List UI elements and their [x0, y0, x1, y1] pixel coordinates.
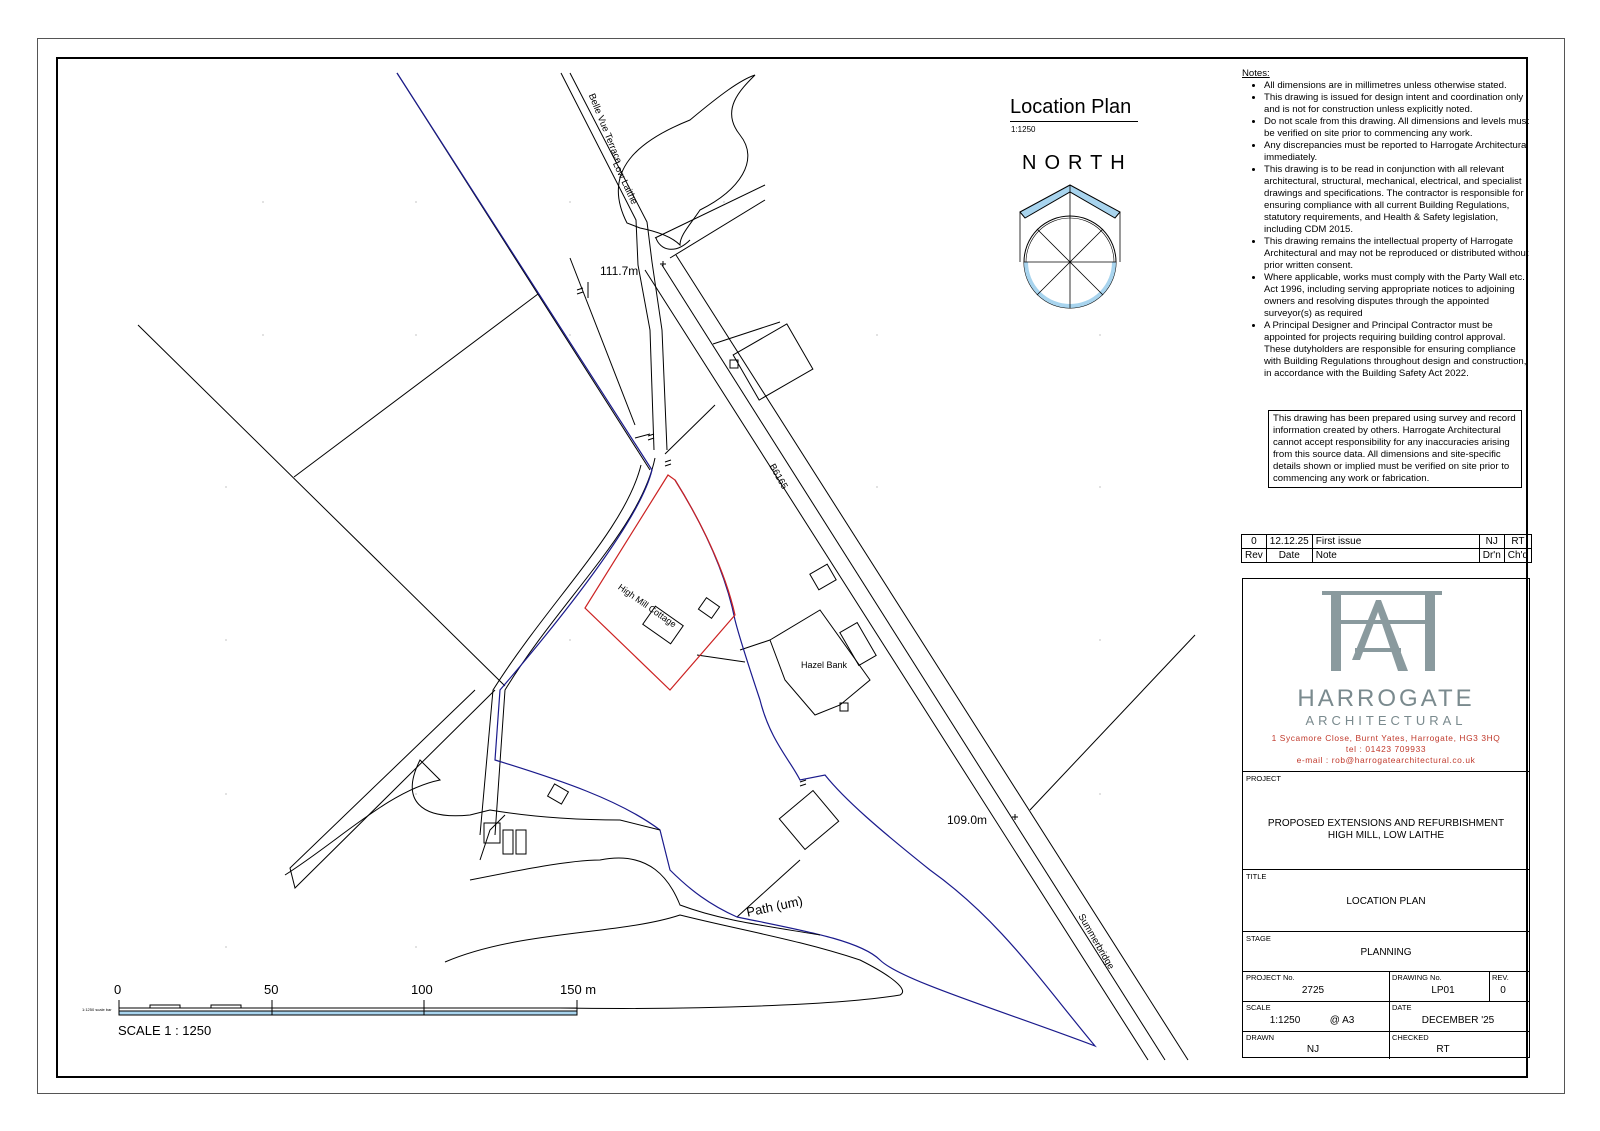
road-label-b6165: B6165	[766, 462, 790, 492]
field-wedge	[290, 690, 495, 888]
b6165-verge	[645, 270, 1148, 1060]
project-no-value: 2725	[1301, 985, 1325, 996]
field-boundary	[138, 325, 505, 686]
location-plan-title: Location Plan	[1010, 96, 1132, 118]
drawing-title: LOCATION PLAN	[1346, 896, 1426, 907]
date-header: Date	[1266, 549, 1312, 563]
scale-bar-tick-label: 50	[264, 982, 279, 997]
title-block-divider	[1243, 1031, 1529, 1032]
company-name: HARROGATE	[1297, 685, 1475, 712]
field-boundary	[1030, 635, 1195, 810]
title-block-divider	[1243, 1001, 1529, 1002]
note-header: Note	[1312, 549, 1479, 563]
field-boundary	[670, 200, 765, 258]
revision-table	[1241, 534, 1532, 563]
table-row	[1242, 535, 1532, 549]
title-block-divider	[1243, 931, 1529, 932]
company-email: e-mail : rob@harrogatearchitectural.co.uk	[1296, 755, 1476, 765]
date-value: DECEMBER '25	[1421, 1015, 1495, 1026]
building	[733, 324, 813, 400]
drawing-no-caption: DRAWING No.	[1392, 973, 1442, 982]
company-subtitle: ARCHITECTURAL	[1305, 713, 1467, 728]
stage-value: PLANNING	[1360, 947, 1412, 958]
outbuilding	[810, 564, 836, 590]
notes-list	[1242, 80, 1532, 380]
title-block	[1242, 578, 1530, 1058]
drawn-caption: DRAWN	[1246, 1033, 1275, 1042]
woodland-outline	[618, 75, 755, 245]
field-boundary	[713, 322, 780, 344]
scale-bar-tick-label: 100	[411, 982, 433, 997]
company-address: 1 Sycamore Close, Burnt Yates, Harrogate, HG3 3HQ	[1271, 733, 1501, 743]
project-caption: PROJECT	[1246, 774, 1282, 783]
note-item: • This drawing is issued for design intent and coordination only and is not for construction unless explicitly noted.	[1264, 92, 1532, 116]
rev-header: Rev	[1242, 549, 1267, 563]
road-label-summerbridge: Summerbridge	[1075, 912, 1117, 972]
scale-bar-tick-label: 150 m	[560, 982, 597, 997]
track-east	[495, 458, 655, 835]
rev-value: 0	[1500, 985, 1506, 996]
field-boundary	[570, 258, 635, 425]
notes-panel	[1242, 68, 1532, 380]
title-underline	[1010, 121, 1138, 122]
date-caption: DATE	[1392, 1003, 1412, 1012]
title-caption: TITLE	[1246, 872, 1267, 881]
path-label: Path (um)	[745, 893, 804, 920]
outbuilding	[548, 784, 569, 804]
scale-value: 1:1250	[1269, 1015, 1301, 1026]
title-block-divider	[1243, 771, 1529, 772]
scale-bar-tiny-caption: 1:1250 scale bar	[82, 1007, 112, 1012]
field-boundary	[294, 294, 538, 477]
grid-marks	[225, 201, 1100, 947]
riverbank	[285, 760, 660, 875]
location-plan-scale: 1:1250	[1011, 125, 1036, 134]
drawn-cell: NJ	[1479, 535, 1504, 549]
title-block-divider	[1243, 869, 1529, 870]
note-item: • All dimensions are in millimetres unless otherwise stated.	[1264, 80, 1532, 92]
rev-cell: 0	[1242, 535, 1267, 549]
note-item: • Do not scale from this drawing. All dimensions and levels must be verified on site prior to commencing any work.	[1264, 116, 1532, 140]
riverbank	[445, 915, 903, 1008]
north-label: NORTH	[1022, 152, 1133, 174]
checked-value: RT	[1436, 1044, 1450, 1055]
spot-height-label: 111.7m	[600, 264, 639, 278]
title-block-divider	[1243, 971, 1529, 972]
drawn-header: Dr'n	[1479, 549, 1504, 563]
field-boundary	[635, 434, 650, 438]
rev-caption: REV.	[1492, 973, 1509, 982]
note-item: • This drawing is to be read in conjunction with all relevant architectural, structural, mechanical, electrical, and specialist drawings and specifications. The contractor is responsible for ensuring compliance with all current Building Regulations, statutory requirements, and Health & Safety legislation, including CDM 2015.	[1264, 164, 1532, 236]
outbuilding	[503, 830, 513, 854]
field-boundary	[655, 185, 765, 238]
checked-caption: CHECKED	[1392, 1033, 1429, 1042]
project-no-caption: PROJECT No.	[1246, 973, 1295, 982]
scale-caption: SCALE	[1246, 1003, 1271, 1012]
north-arrow	[1020, 185, 1120, 308]
checked-header: Ch'd	[1504, 549, 1531, 563]
scale-bar	[119, 1000, 577, 1015]
note-item: • Where applicable, works must comply with the Party Wall etc. Act 1996, including serving appropriate notices to adjoining owners and resolving disputes through the appointed surveyor(s) as required	[1264, 272, 1532, 320]
title-block-column-divider	[1489, 971, 1490, 1001]
property-label-high-mill-cottage: High Mill Cottage	[616, 582, 679, 630]
building	[779, 791, 838, 850]
property-label-hazel-bank: Hazel Bank	[801, 660, 848, 670]
ownership-boundary	[397, 73, 1095, 1046]
project-line-2: HIGH MILL, LOW LAITHE	[1327, 830, 1445, 841]
road-label-low-laithe: Low Laithe	[610, 160, 640, 207]
note-item: • Any discrepancies must be reported to Harrogate Architectural immediately.	[1264, 140, 1532, 164]
scale-bar-caption: SCALE 1 : 1250	[118, 1023, 212, 1038]
road-label-belle-vue-terrace: Belle Vue Terrace	[585, 92, 624, 166]
stage-caption: STAGE	[1246, 934, 1271, 943]
scale-bar-tick-label: 0	[114, 982, 122, 997]
spot-height-label: 109.0m	[947, 813, 988, 827]
b6165-east-edge	[676, 255, 1188, 1060]
note-cell: First issue	[1312, 535, 1479, 549]
outbuilding	[698, 598, 719, 619]
note-item: • A Principal Designer and Principal Contractor must be appointed for projects requiring building control approval. These dutyholders are responsible for ensuring compliance with Building Regulations throughout design and construction, in accordance with the Building Safety Act 2022.	[1264, 320, 1532, 380]
project-line-1: PROPOSED EXTENSIONS AND REFURBISHMENT	[1267, 818, 1505, 829]
field-boundary	[665, 405, 715, 454]
field-boundary	[697, 655, 745, 662]
paper-size-value: @ A3	[1329, 1015, 1355, 1026]
table-header-row	[1242, 549, 1532, 563]
drawing-no-value: LP01	[1431, 985, 1455, 996]
field-boundary	[740, 640, 770, 650]
survey-disclaimer: This drawing has been prepared using survey and record information created by others. Harrogate Architectural cannot accept responsibility for any inaccuracies arising from this source data. All dimensions and site-specific details shown or implied must be verified on site prior to commencing any work or fabrication.	[1268, 410, 1522, 488]
track-west	[480, 465, 641, 835]
date-cell: 12.12.25	[1266, 535, 1312, 549]
outbuilding	[516, 830, 526, 854]
note-item: • This drawing remains the intellectual property of Harrogate Architectural and may not be reproduced or distributed without prior written consent.	[1264, 236, 1532, 272]
drawn-value: NJ	[1306, 1044, 1320, 1055]
checked-cell: RT	[1504, 535, 1531, 549]
notes-heading: Notes:	[1242, 68, 1270, 79]
title-block-column-divider	[1389, 971, 1390, 1059]
company-telephone: tel : 01423 709933	[1345, 744, 1427, 754]
